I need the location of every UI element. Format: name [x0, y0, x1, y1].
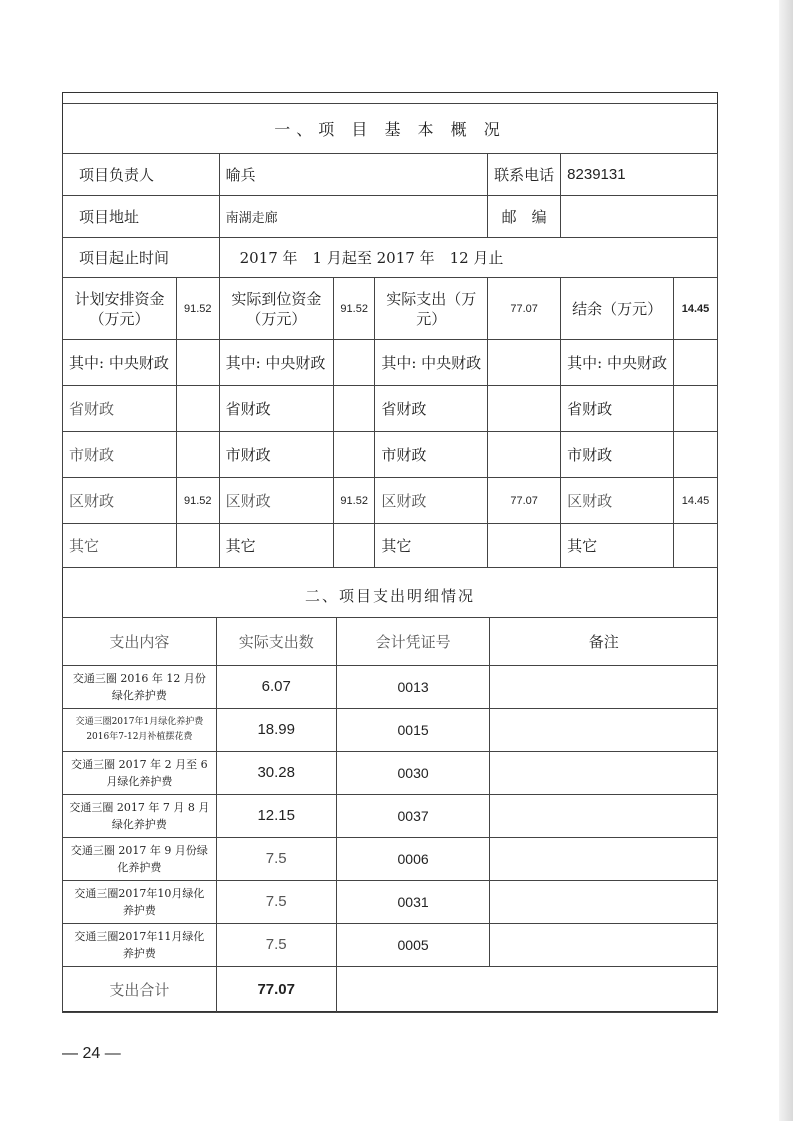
other-value-1 — [176, 524, 219, 568]
row-note — [490, 708, 718, 751]
row-voucher: 0015 — [336, 708, 490, 751]
row-content: 交通三圈2017年11月绿化养护费 — [63, 923, 217, 966]
city-label-1: 市财政 — [63, 432, 177, 478]
row-amount: 7.5 — [216, 923, 336, 966]
city-value-2 — [334, 432, 375, 478]
row-voucher: 0037 — [336, 794, 490, 837]
row-note — [490, 837, 718, 880]
row-voucher: 0030 — [336, 751, 490, 794]
row-note — [490, 880, 718, 923]
central-value-3 — [488, 340, 561, 386]
header-amount: 实际支出数 — [216, 617, 336, 665]
row-voucher: 0013 — [336, 665, 490, 708]
table-row — [63, 880, 718, 923]
table-row — [63, 794, 718, 837]
period-value: 2017 年 1 月起至 2017 年 12 月止 — [219, 238, 717, 278]
row-content: 交通三圈 2016 年 12 月份绿化养护费 — [63, 665, 217, 708]
total-row — [63, 966, 718, 1012]
address-label: 项目地址 — [63, 196, 220, 238]
province-value-3 — [488, 386, 561, 432]
province-value-4 — [674, 386, 718, 432]
received-funds-label: 实际到位资金（万元） — [219, 278, 333, 340]
province-label-3: 省财政 — [375, 386, 488, 432]
row-content: 交通三圈 2017 年 2 月至 6 月绿化养护费 — [63, 751, 217, 794]
province-label-4: 省财政 — [561, 386, 674, 432]
other-value-3 — [488, 524, 561, 568]
district-label-3: 区财政 — [375, 478, 488, 524]
central-label-2: 其中: 中央财政 — [219, 340, 333, 386]
other-label-3: 其它 — [375, 524, 488, 568]
total-value: 77.07 — [216, 966, 336, 1012]
postcode-value — [561, 196, 718, 238]
province-label-2: 省财政 — [219, 386, 333, 432]
page-number: — 24 — — [62, 1045, 121, 1062]
postcode-label: 邮 编 — [488, 196, 561, 238]
actual-spend-value: 77.07 — [488, 278, 561, 340]
planned-funds-value: 91.52 — [176, 278, 219, 340]
city-value-3 — [488, 432, 561, 478]
balance-value: 14.45 — [674, 278, 718, 340]
district-label-1: 区财政 — [63, 478, 177, 524]
city-label-2: 市财政 — [219, 432, 333, 478]
section1-title: 一、项 目 基 本 概 况 — [63, 104, 718, 154]
period-label: 项目起止时间 — [63, 238, 220, 278]
header-note: 备注 — [490, 617, 718, 665]
row-content: 交通三圈2017年10月绿化养护费 — [63, 880, 217, 923]
row-amount: 7.5 — [216, 837, 336, 880]
row-amount: 12.15 — [216, 794, 336, 837]
table-row — [63, 665, 718, 708]
expense-detail-table — [62, 575, 718, 1013]
header-voucher: 会计凭证号 — [336, 617, 490, 665]
address-value: 南湖走廊 — [219, 196, 488, 238]
row-amount: 6.07 — [216, 665, 336, 708]
table-row — [63, 751, 718, 794]
row-content: 交通三圈 2017 年 7 月 8 月绿化养护费 — [63, 794, 217, 837]
district-label-4: 区财政 — [561, 478, 674, 524]
other-value-2 — [334, 524, 375, 568]
section2-title: 二、项目支出明细情况 — [63, 575, 718, 617]
phone-value: 8239131 — [561, 154, 718, 196]
central-value-4 — [674, 340, 718, 386]
province-value-1 — [176, 386, 219, 432]
other-label-2: 其它 — [219, 524, 333, 568]
row-note — [490, 923, 718, 966]
row-amount: 7.5 — [216, 880, 336, 923]
basic-info-table — [62, 103, 718, 568]
actual-spend-label: 实际支出（万元） — [375, 278, 488, 340]
table-row — [63, 708, 718, 751]
city-value-4 — [674, 432, 718, 478]
phone-label: 联系电话 — [488, 154, 561, 196]
district-label-2: 区财政 — [219, 478, 333, 524]
central-value-1 — [176, 340, 219, 386]
total-label: 支出合计 — [63, 966, 217, 1012]
city-label-4: 市财政 — [561, 432, 674, 478]
district-value-2: 91.52 — [334, 478, 375, 524]
district-value-1: 91.52 — [176, 478, 219, 524]
total-blank — [336, 966, 717, 1012]
page-edge — [779, 0, 793, 1121]
row-amount: 30.28 — [216, 751, 336, 794]
leader-value: 喻兵 — [219, 154, 488, 196]
city-label-3: 市财政 — [375, 432, 488, 478]
table-row — [63, 923, 718, 966]
district-value-3: 77.07 — [488, 478, 561, 524]
central-label-1: 其中: 中央财政 — [63, 340, 177, 386]
central-label-4: 其中: 中央财政 — [561, 340, 674, 386]
district-value-4: 14.45 — [674, 478, 718, 524]
planned-funds-label: 计划安排资金（万元） — [63, 278, 177, 340]
received-funds-value: 91.52 — [334, 278, 375, 340]
row-content: 交通三圈 2017 年 9 月份绿化养护费 — [63, 837, 217, 880]
city-value-1 — [176, 432, 219, 478]
row-content: 交通三圈2017年1月绿化养护费2016年7-12月补植摆花费 — [63, 708, 217, 751]
province-label-1: 省财政 — [63, 386, 177, 432]
central-label-3: 其中: 中央财政 — [375, 340, 488, 386]
other-value-4 — [674, 524, 718, 568]
row-voucher: 0006 — [336, 837, 490, 880]
row-note — [490, 794, 718, 837]
row-amount: 18.99 — [216, 708, 336, 751]
central-value-2 — [334, 340, 375, 386]
row-note — [490, 751, 718, 794]
row-voucher: 0031 — [336, 880, 490, 923]
leader-label: 项目负责人 — [63, 154, 220, 196]
header-content: 支出内容 — [63, 617, 217, 665]
row-voucher: 0005 — [336, 923, 490, 966]
table-row — [63, 837, 718, 880]
row-note — [490, 665, 718, 708]
balance-label: 结余（万元） — [561, 278, 674, 340]
province-value-2 — [334, 386, 375, 432]
other-label-1: 其它 — [63, 524, 177, 568]
other-label-4: 其它 — [561, 524, 674, 568]
